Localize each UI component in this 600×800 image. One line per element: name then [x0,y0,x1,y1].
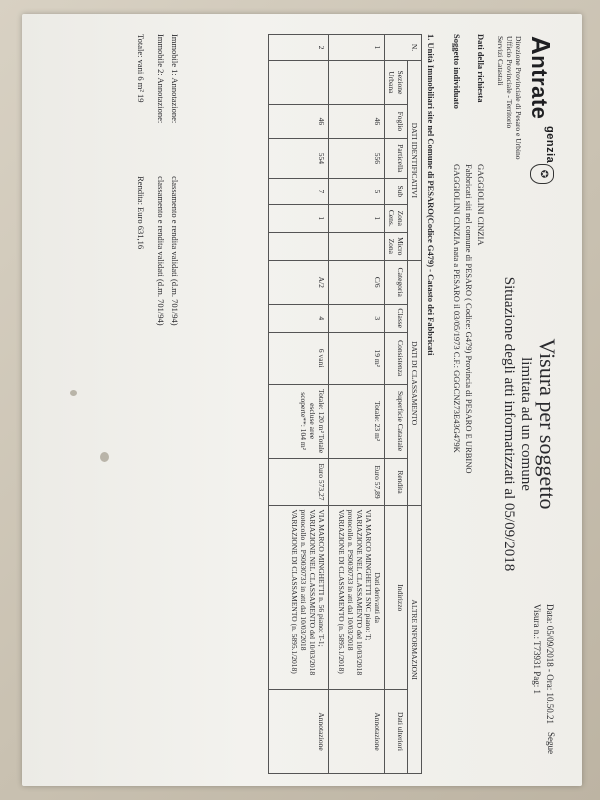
document-subtitle: limitata ad un comune [518,357,534,491]
annotation-text: classamento e rendita validati (d.m. 701/94) [170,176,180,326]
cell-superficie: Totale: 23 m² [329,384,385,458]
totals-line [136,34,146,249]
republic-emblem-icon: ✪ [530,164,554,184]
cell-consistenza: 19 m² [329,332,385,384]
cell-particella: 554 [269,138,329,178]
cell-sezione [269,60,329,104]
office-line-1: Direzione Provinciale di Pesaro e Urbino [514,36,523,160]
cell-foglio: 46 [329,104,385,138]
cell-classe: 3 [329,304,385,332]
column-header: Zona Cens. [385,204,408,232]
cell-rendita: Euro 57,89 [329,458,385,506]
cell-zona: 1 [329,204,385,232]
document-situation: Situazione degli atti informatizzati al 05/09/2018 [501,276,517,572]
column-header: Particella [385,138,408,178]
table-group-header-row [408,35,422,774]
request-fabbricati: Fabbricati siti nel comune di PESARO ( Codice: G479) Provincia di PESARO E URBINO [464,164,474,474]
paper-stain [100,452,109,462]
visura-number: Visura n.: T73931 Pag: 1 [532,604,542,695]
group-header-class: DATI DI CLASSAMENTO [408,260,422,506]
table-row [329,35,385,774]
column-header: N. [385,35,422,61]
cell-sezione [329,60,385,104]
cell-categoria: C/6 [329,260,385,304]
office-line-3: Servizi Catastali [496,36,505,86]
cell-classe: 4 [269,304,329,332]
cell-ulteriori: Annotazione [269,690,329,774]
totals-rendita: Rendita: Euro 631,16 [136,176,146,250]
request-name: GAGGIOLINI CINZIA [476,164,486,246]
column-header: Dati ulteriori [385,690,408,774]
cell-particella: 556 [329,138,385,178]
cell-ulteriori: Annotazione [329,690,385,774]
dati-derivanti-label: Dati derivanti da [373,572,382,623]
cell-foglio: 46 [269,104,329,138]
annotation-line [156,34,166,326]
rotated-document-content [22,14,582,786]
cell-zona: 1 [269,204,329,232]
cell-micro [269,232,329,260]
request-label: Dati della richiesta [476,34,486,103]
soggetto-value: GAGGIOLINI CINZIA nata a PESARO il 03/05/1973 C.F.: GGGCNZ73E43G479K [452,164,462,453]
cell-sub: 5 [329,178,385,204]
indirizzo-text: VIA MARCO MINGHETTI SNC piano: T; VARIAZIONE NEL CLASSAMENTO del 10/03/2018 protocollo n. PS0030733 in atti dal 10/03/2018 VARIAZIONE DI CLASSAMENTO (n. 5895.1/2018) [337,509,373,676]
segue-label: Segue [546,732,556,754]
cell-categoria: A/2 [269,260,329,304]
annotation-label: Immobile 2: Annotazione: [156,34,166,124]
annotation-text: classamento e rendita validati (d.m. 701/94) [156,176,166,326]
column-header: Rendita [385,458,408,506]
column-header: Classe [385,304,408,332]
column-header: Indirizzo [385,506,408,690]
group-header-id: DATI IDENTIFICATIVI [408,60,422,260]
cell-superficie: Totale: 120 m² Totale escluse aree scoperte**: 104 m² [269,384,329,458]
section-title: 1. Unità Immobiliari site nel Comune di PESARO(Codice G479) - Catasto dei Fabbricati [426,34,436,356]
annotation-label: Immobile 1: Annotazione: [170,34,180,124]
office-lines [496,36,523,166]
cell-indirizzo [329,506,385,690]
column-header: Superficie Catastale [385,384,408,458]
column-header: Sezione Urbana [385,60,408,104]
table-row [269,35,329,774]
cell-indirizzo: VIA MARCO MINGHETTI n. 56 piano: T-1; VARIAZIONE NEL CLASSAMENTO del 10/03/2018 protocollo n. PS0030733 in atti dal 10/03/2018 VARIAZIONE DI CLASSAMENTO (n. 5895.1/2018) [269,506,329,690]
property-table [268,34,422,774]
visura-date: Data: 05/09/2018 - Ora: 10.50.21 [545,604,555,724]
logo-wordmark: Antrate $^{genzia}$ [526,36,556,164]
column-header: Categoria [385,260,408,304]
cell-micro [329,232,385,260]
document-title-block [500,274,560,574]
soggetto-label: Soggetto individuato [452,34,462,109]
cell-sub: 7 [269,178,329,204]
table-header-row [385,35,408,774]
document-sheet [22,14,582,786]
visura-meta [530,604,556,724]
cell-consistenza: 6 vani [269,332,329,384]
totals-label: Totale: vani 6 m² 19 [136,34,146,103]
column-header: Sub [385,178,408,204]
column-header: Micro Zona [385,232,408,260]
paper-stain [70,390,77,396]
document-title: Visura per soggetto [535,338,560,510]
group-header-other: ALTRE INFORMAZIONI [408,506,422,774]
cell-n: 1 [329,35,385,61]
agenzia-entrate-logo [496,36,556,166]
column-header: Consistenza [385,332,408,384]
cell-rendita: Euro 573,27 [269,458,329,506]
column-header: Foglio [385,104,408,138]
office-line-2: Ufficio Provinciale - Territorio [505,36,514,129]
cell-n: 2 [269,35,329,61]
annotation-line [170,34,180,326]
